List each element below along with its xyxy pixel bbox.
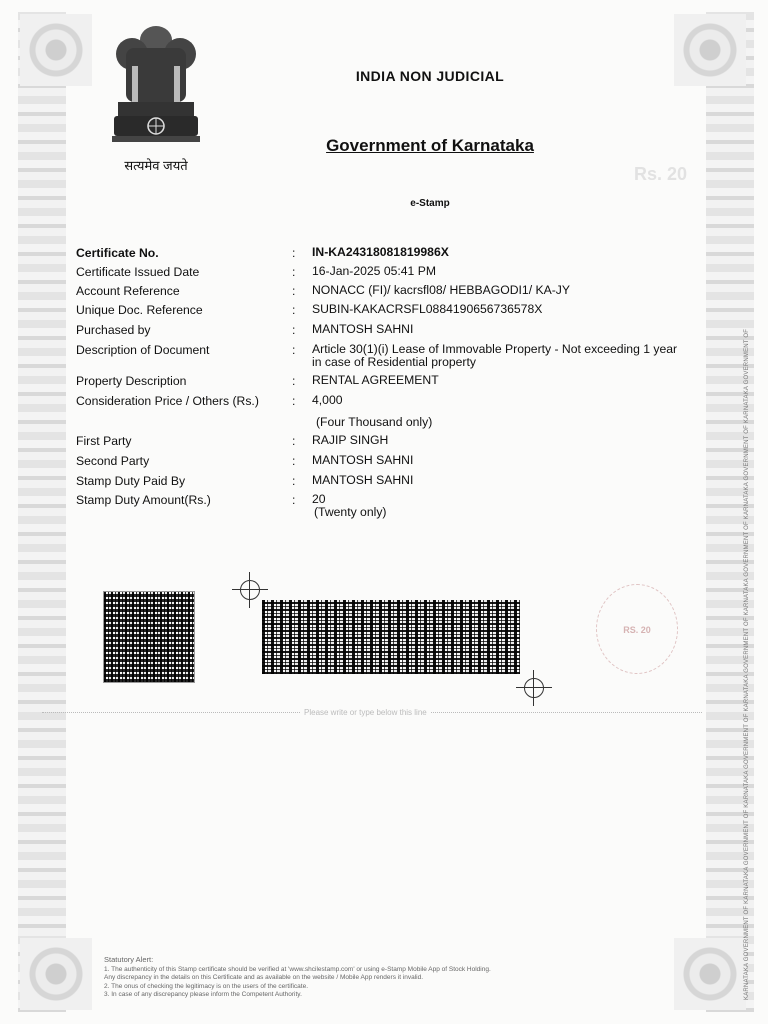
alert-item: Any discrepancy in the details on this Certificate and as available on the website / Mobile App renders it invalid.	[104, 974, 424, 982]
field-value-words: (Four Thousand only)	[316, 415, 433, 429]
field-label: Stamp Duty Amount(Rs.)	[76, 493, 211, 507]
registration-crosshair-icon	[516, 670, 552, 706]
emblem-caption: सत्यमेव जयते	[124, 158, 188, 173]
title-estamp: e-Stamp	[410, 198, 450, 209]
field-value-words: (Twenty only)	[314, 505, 387, 519]
field-colon: :	[292, 493, 296, 507]
field-label: Property Description	[76, 374, 187, 388]
field-label: Unique Doc. Reference	[76, 303, 203, 317]
field-value: IN-KA24318081819986X	[312, 245, 449, 259]
field-colon: :	[292, 394, 296, 408]
field-label: Purchased by	[76, 323, 151, 337]
field-colon: :	[292, 434, 296, 448]
corner-ornament-bottom-left	[20, 938, 92, 1010]
field-value: RAJIP SINGH	[312, 433, 389, 447]
field-value: MANTOSH SAHNI	[312, 453, 414, 467]
field-label: Account Reference	[76, 284, 180, 298]
field-label: Description of Document	[76, 343, 210, 357]
field-value: 16-Jan-2025 05:41 PM	[312, 264, 436, 278]
field-colon: :	[292, 265, 296, 279]
field-label: First Party	[76, 434, 132, 448]
field-value: 4,000	[312, 393, 343, 407]
field-value: Article 30(1)(i) Lease of Immovable Property - Not exceeding 1 year	[312, 342, 678, 356]
left-ornamental-border	[18, 12, 66, 1012]
field-colon: :	[292, 303, 296, 317]
field-value-continued: in case of Residential property	[312, 355, 476, 369]
field-value: RENTAL AGREEMENT	[312, 373, 439, 387]
field-value: NONACC (FI)/ kacrsfl08/ HEBBAGODI1/ KA-JY	[312, 283, 571, 297]
title-government: Government of Karnataka	[326, 136, 534, 155]
alert-heading: Statutory Alert:	[104, 955, 154, 964]
field-colon: :	[292, 284, 296, 298]
alert-item: 3. In case of any discrepancy please inform the Competent Authority.	[104, 990, 302, 998]
statutory-alert	[104, 956, 664, 999]
field-value: 20	[312, 492, 326, 506]
side-microtext: KARNATAKA GOVERNMENT OF KARNATAKA GOVERNMENT OF KARNATAKA GOVERNMENT OF KARNATAKA GOVERNMENT OF KARNATAKA GOVERNMENT OF KARNATAKA GOVERNMENT OF KARNATAKA GOVERNMENT OF	[744, 328, 750, 1000]
title-india-non-judicial: INDIA NON JUDICIAL	[355, 68, 505, 84]
write-below-text: Please write or type below this line	[300, 708, 431, 717]
field-colon: :	[292, 374, 296, 388]
alert-item: 1. The authenticity of this Stamp certificate should be verified at 'www.shcilestamp.com' or using e-Stamp Mobile App of Stock Holding.	[104, 966, 491, 974]
field-colon: :	[292, 474, 296, 488]
field-colon: :	[292, 246, 296, 260]
corner-ornament-top-left	[20, 14, 92, 86]
seal-amount: RS. 20	[623, 625, 651, 635]
field-value: MANTOSH SAHNI	[312, 322, 414, 336]
field-label: Certificate Issued Date	[76, 265, 200, 279]
national-emblem-icon	[102, 18, 210, 168]
registration-crosshair-icon	[232, 572, 268, 608]
field-value: SUBIN-KAKACRSFL0884190656736578X	[312, 302, 543, 316]
field-value: MANTOSH SAHNI	[312, 473, 414, 487]
alert-item: 2. The onus of checking the legitimacy is on the users of the certificate.	[104, 982, 309, 990]
faint-stamp-seal	[596, 584, 678, 674]
corner-ornament-bottom-right	[674, 938, 746, 1010]
rs-watermark: Rs. 20	[634, 164, 688, 184]
corner-ornament-top-right	[674, 14, 746, 86]
field-colon: :	[292, 343, 296, 357]
field-colon: :	[292, 454, 296, 468]
field-label: Consideration Price / Others (Rs.)	[76, 394, 259, 408]
field-colon: :	[292, 323, 296, 337]
qr-code	[104, 592, 194, 682]
field-label: Second Party	[76, 454, 150, 468]
field-label: Stamp Duty Paid By	[76, 474, 186, 488]
2d-barcode	[262, 600, 520, 674]
field-label: Certificate No.	[76, 246, 159, 260]
